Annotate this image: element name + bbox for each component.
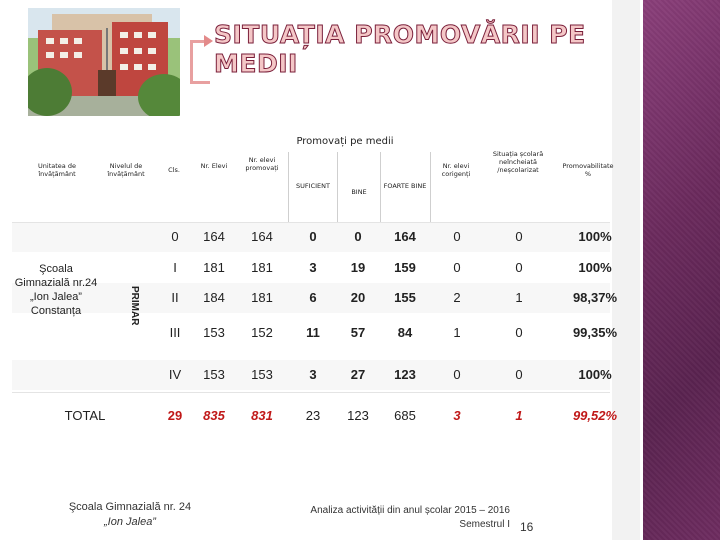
cell-corrigent: 0 xyxy=(453,260,461,275)
cell-promoted: 152 xyxy=(251,325,273,340)
promoted-group-header: Promovați pe medii xyxy=(296,136,394,147)
cell-unfinished: 1 xyxy=(515,290,523,305)
cell-class: II xyxy=(171,290,179,305)
cell-corrigent: 2 xyxy=(453,290,461,305)
cell-good: 19 xyxy=(350,260,366,275)
cell-promotability: 99,35% xyxy=(572,325,618,340)
cell-sufficient: 0 xyxy=(309,229,317,244)
cell-unfinished: 0 xyxy=(515,325,523,340)
header-students: Nr. Elevi xyxy=(200,162,228,170)
total-unfinished: 1 xyxy=(515,408,523,423)
cell-good: 20 xyxy=(350,290,366,305)
total-label: TOTAL xyxy=(64,408,106,423)
header-very-good: FOARTE BINE xyxy=(383,182,427,190)
cell-sufficient: 6 xyxy=(309,290,317,305)
cell-corrigent: 0 xyxy=(453,367,461,382)
cell-sufficient: 3 xyxy=(309,260,317,275)
arrow-right-icon xyxy=(204,35,213,47)
grid-line xyxy=(288,152,289,222)
cell-sufficient: 11 xyxy=(306,325,320,340)
header-good: BINE xyxy=(351,188,367,196)
total-good: 123 xyxy=(347,408,369,423)
title-box xyxy=(214,20,674,78)
total-very-good: 685 xyxy=(394,408,416,423)
header-unfinished: Situația școlară neîncheiată /neșcolarizat xyxy=(492,150,544,174)
cell-sufficient: 3 xyxy=(309,367,317,382)
cell-very-good: 159 xyxy=(394,260,416,275)
grid-line xyxy=(337,152,338,222)
header-promotability: Promovabilitate % xyxy=(562,162,614,178)
school-name-cell: Şcoala Gimnazială nr.24 „Ion Jalea” Constanța xyxy=(14,263,98,317)
total-class: 29 xyxy=(167,408,183,423)
cell-promotability: 100% xyxy=(578,260,612,275)
footer-school-line1: Şcoala Gimnazială nr. 24 xyxy=(68,501,192,513)
cell-promoted: 153 xyxy=(251,367,273,382)
cell-class: IV xyxy=(168,367,182,382)
total-promotability: 99,52% xyxy=(572,408,618,423)
cell-students: 164 xyxy=(203,229,225,244)
header-sufficient: SUFICIENT xyxy=(296,182,330,190)
footer-report-line2: Semestrul I xyxy=(459,519,510,530)
grid-line xyxy=(380,152,381,222)
cell-unfinished: 0 xyxy=(515,229,523,244)
cell-students: 153 xyxy=(203,367,225,382)
cell-very-good: 164 xyxy=(394,229,416,244)
total-corrigent: 3 xyxy=(453,408,461,423)
cell-students: 153 xyxy=(203,325,225,340)
side-strip-purple xyxy=(643,0,720,540)
page-title: SITUAȚIA PROMOVĂRII PE MEDII xyxy=(214,20,586,78)
cell-good: 0 xyxy=(354,229,362,244)
cell-promoted: 164 xyxy=(251,229,273,244)
header-level: Nivelul de învățământ xyxy=(107,162,145,178)
school-photo xyxy=(28,8,180,116)
total-sufficient: 23 xyxy=(305,408,321,423)
cell-very-good: 123 xyxy=(394,367,416,382)
grid-line xyxy=(12,392,610,393)
header-unit: Unitatea de învățământ xyxy=(38,162,76,178)
grid-line xyxy=(12,222,610,223)
total-promoted: 831 xyxy=(251,408,273,423)
cell-class: I xyxy=(173,260,177,275)
cell-students: 181 xyxy=(203,260,225,275)
cell-promotability: 100% xyxy=(578,229,612,244)
cell-promoted: 181 xyxy=(251,290,273,305)
footer-report xyxy=(300,504,510,532)
cell-good: 57 xyxy=(350,325,366,340)
cell-class: III xyxy=(169,325,181,340)
cell-promotability: 98,37% xyxy=(572,290,618,305)
cell-very-good: 155 xyxy=(394,290,416,305)
header-corrigent: Nr. elevi corigenți xyxy=(441,162,471,178)
grid-line xyxy=(430,152,431,222)
cell-unfinished: 0 xyxy=(515,367,523,382)
header-promoted: Nr. elevi promovați xyxy=(245,156,279,172)
cell-very-good: 84 xyxy=(397,325,413,340)
footer-school-line2: „Ion Jalea” xyxy=(104,516,156,528)
cell-good: 27 xyxy=(350,367,366,382)
cell-class: 0 xyxy=(171,229,179,244)
footer-report-line1: Analiza activității din anul școlar 2015 – 2016 xyxy=(310,505,510,516)
cell-unfinished: 0 xyxy=(515,260,523,275)
total-students: 835 xyxy=(203,408,225,423)
cell-promoted: 181 xyxy=(251,260,273,275)
footer-school xyxy=(40,500,220,530)
level-cell: PRIMAR xyxy=(129,286,140,326)
page-number: 16 xyxy=(520,520,534,534)
cell-corrigent: 0 xyxy=(453,229,461,244)
cell-promotability: 100% xyxy=(578,367,612,382)
cell-students: 184 xyxy=(203,290,225,305)
cell-corrigent: 1 xyxy=(453,325,461,340)
header-class: Cls. xyxy=(168,166,180,174)
